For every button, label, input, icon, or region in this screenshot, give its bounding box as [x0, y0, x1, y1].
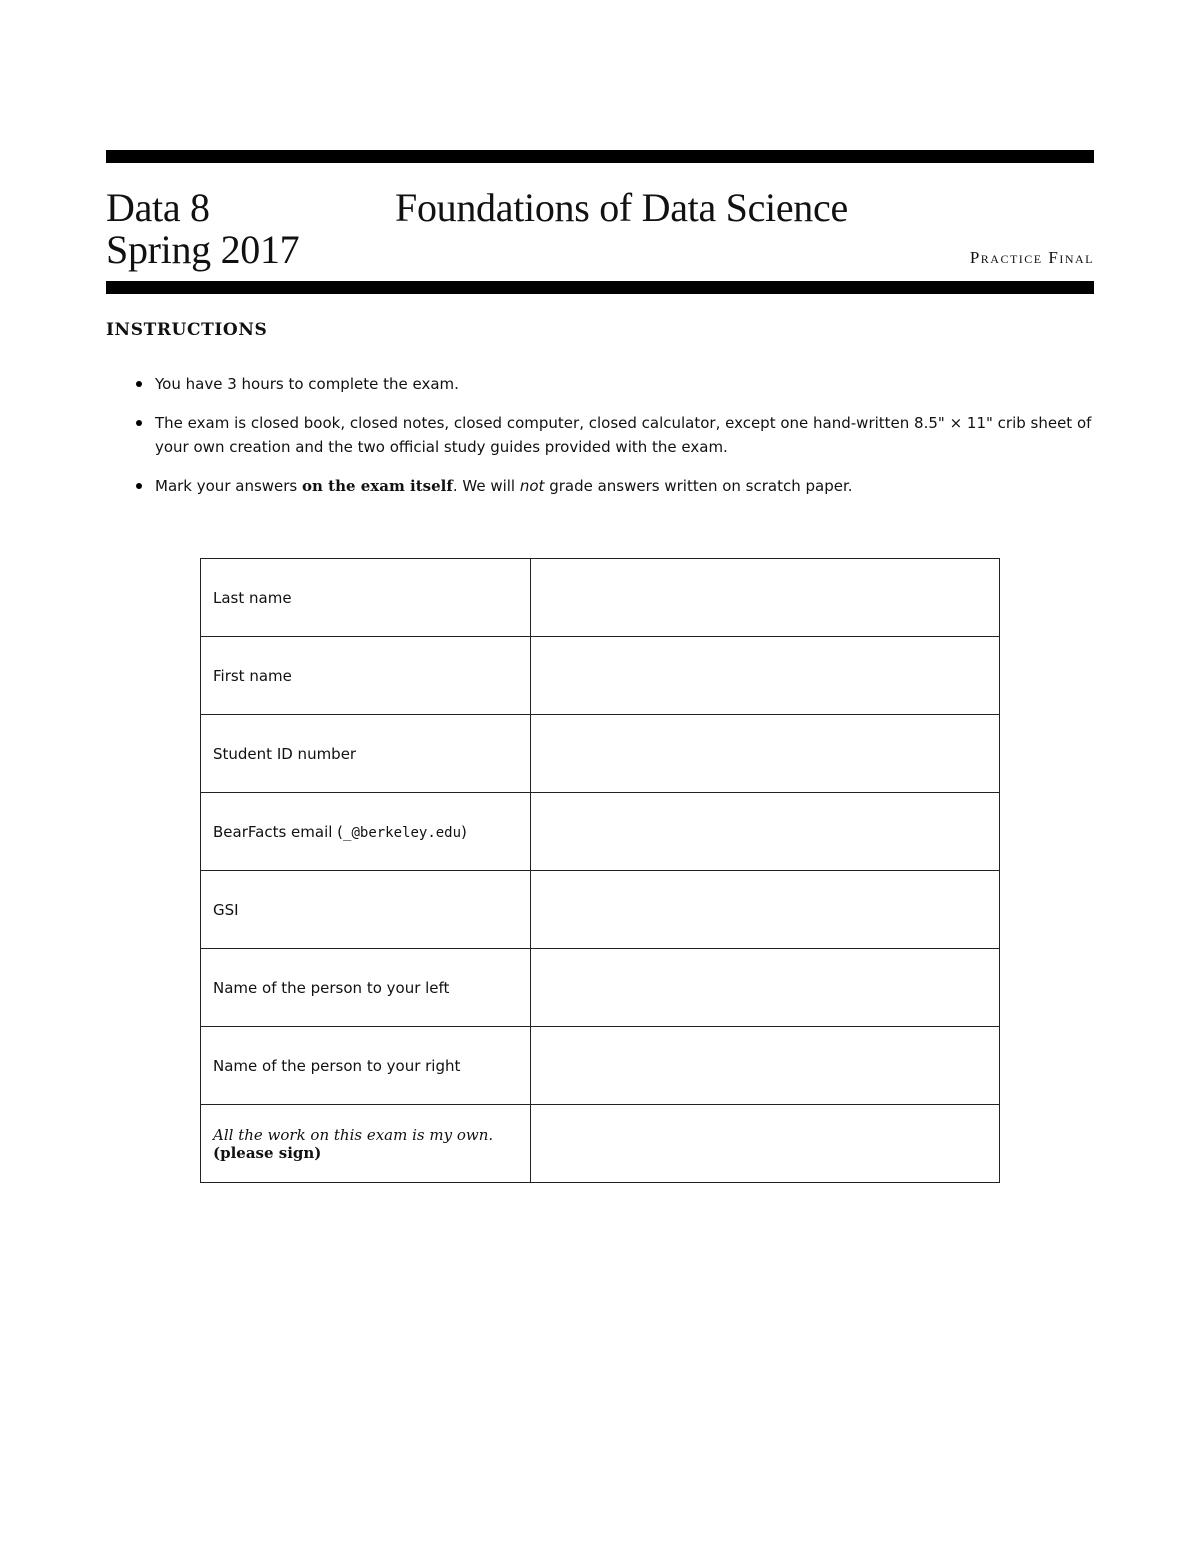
table-row — [201, 1027, 1000, 1105]
signature-field[interactable] — [531, 1105, 1000, 1183]
email-field[interactable] — [531, 793, 1000, 871]
table-row — [201, 637, 1000, 715]
first-name-label: First name — [201, 637, 531, 715]
table-row — [201, 1105, 1000, 1183]
instructions-list — [133, 372, 1098, 513]
term: Spring 2017 — [106, 227, 300, 272]
table-row — [201, 949, 1000, 1027]
table-row — [201, 715, 1000, 793]
right-person-label: Name of the person to your right — [201, 1027, 531, 1105]
student-id-label: Student ID number — [201, 715, 531, 793]
instruction-item — [133, 372, 1098, 396]
top-rule — [106, 150, 1094, 163]
instructions-heading: INSTRUCTIONS — [106, 320, 268, 340]
right-person-field[interactable] — [531, 1027, 1000, 1105]
last-name-field[interactable] — [531, 559, 1000, 637]
instruction-item — [133, 411, 1098, 459]
email-label — [201, 793, 531, 871]
bottom-rule — [106, 281, 1094, 294]
signature-label — [201, 1105, 531, 1183]
email-label-post: ) — [461, 822, 467, 841]
table-row — [201, 559, 1000, 637]
left-person-field[interactable] — [531, 949, 1000, 1027]
course-code: Data 8 — [106, 185, 210, 230]
instruction-item — [133, 474, 1098, 498]
signature-instruction: (please sign) — [213, 1143, 322, 1162]
instruction-text: You have 3 hours to complete the exam. — [155, 375, 459, 393]
gsi-field[interactable] — [531, 871, 1000, 949]
last-name-label: Last name — [201, 559, 531, 637]
signature-statement: All the work on this exam is my own. — [213, 1125, 494, 1144]
email-label-pre: BearFacts email ( — [213, 822, 344, 841]
instruction-text-post: grade answers written on scratch paper. — [544, 477, 853, 495]
gsi-label: GSI — [201, 871, 531, 949]
left-person-label: Name of the person to your left — [201, 949, 531, 1027]
exam-type: Practice Final — [969, 248, 1094, 267]
first-name-field[interactable] — [531, 637, 1000, 715]
instruction-text-italic: not — [519, 477, 545, 495]
student-id-field[interactable] — [531, 715, 1000, 793]
email-domain: _@berkeley.edu — [343, 824, 462, 841]
instruction-text: The exam is closed book, closed notes, closed computer, closed calculator, except one hand-written 8.5" × 11" crib sheet of your own creation and the two official study guides provided with the exam. — [155, 414, 1092, 456]
instruction-text-pre: Mark your answers — [155, 477, 303, 495]
course-title: Foundations of Data Science — [395, 185, 848, 230]
instruction-text-mid: . We will — [452, 477, 520, 495]
student-info-table — [200, 558, 1000, 1183]
table-row — [201, 793, 1000, 871]
instruction-text-bold: on the exam itself — [302, 477, 453, 495]
table-row — [201, 871, 1000, 949]
